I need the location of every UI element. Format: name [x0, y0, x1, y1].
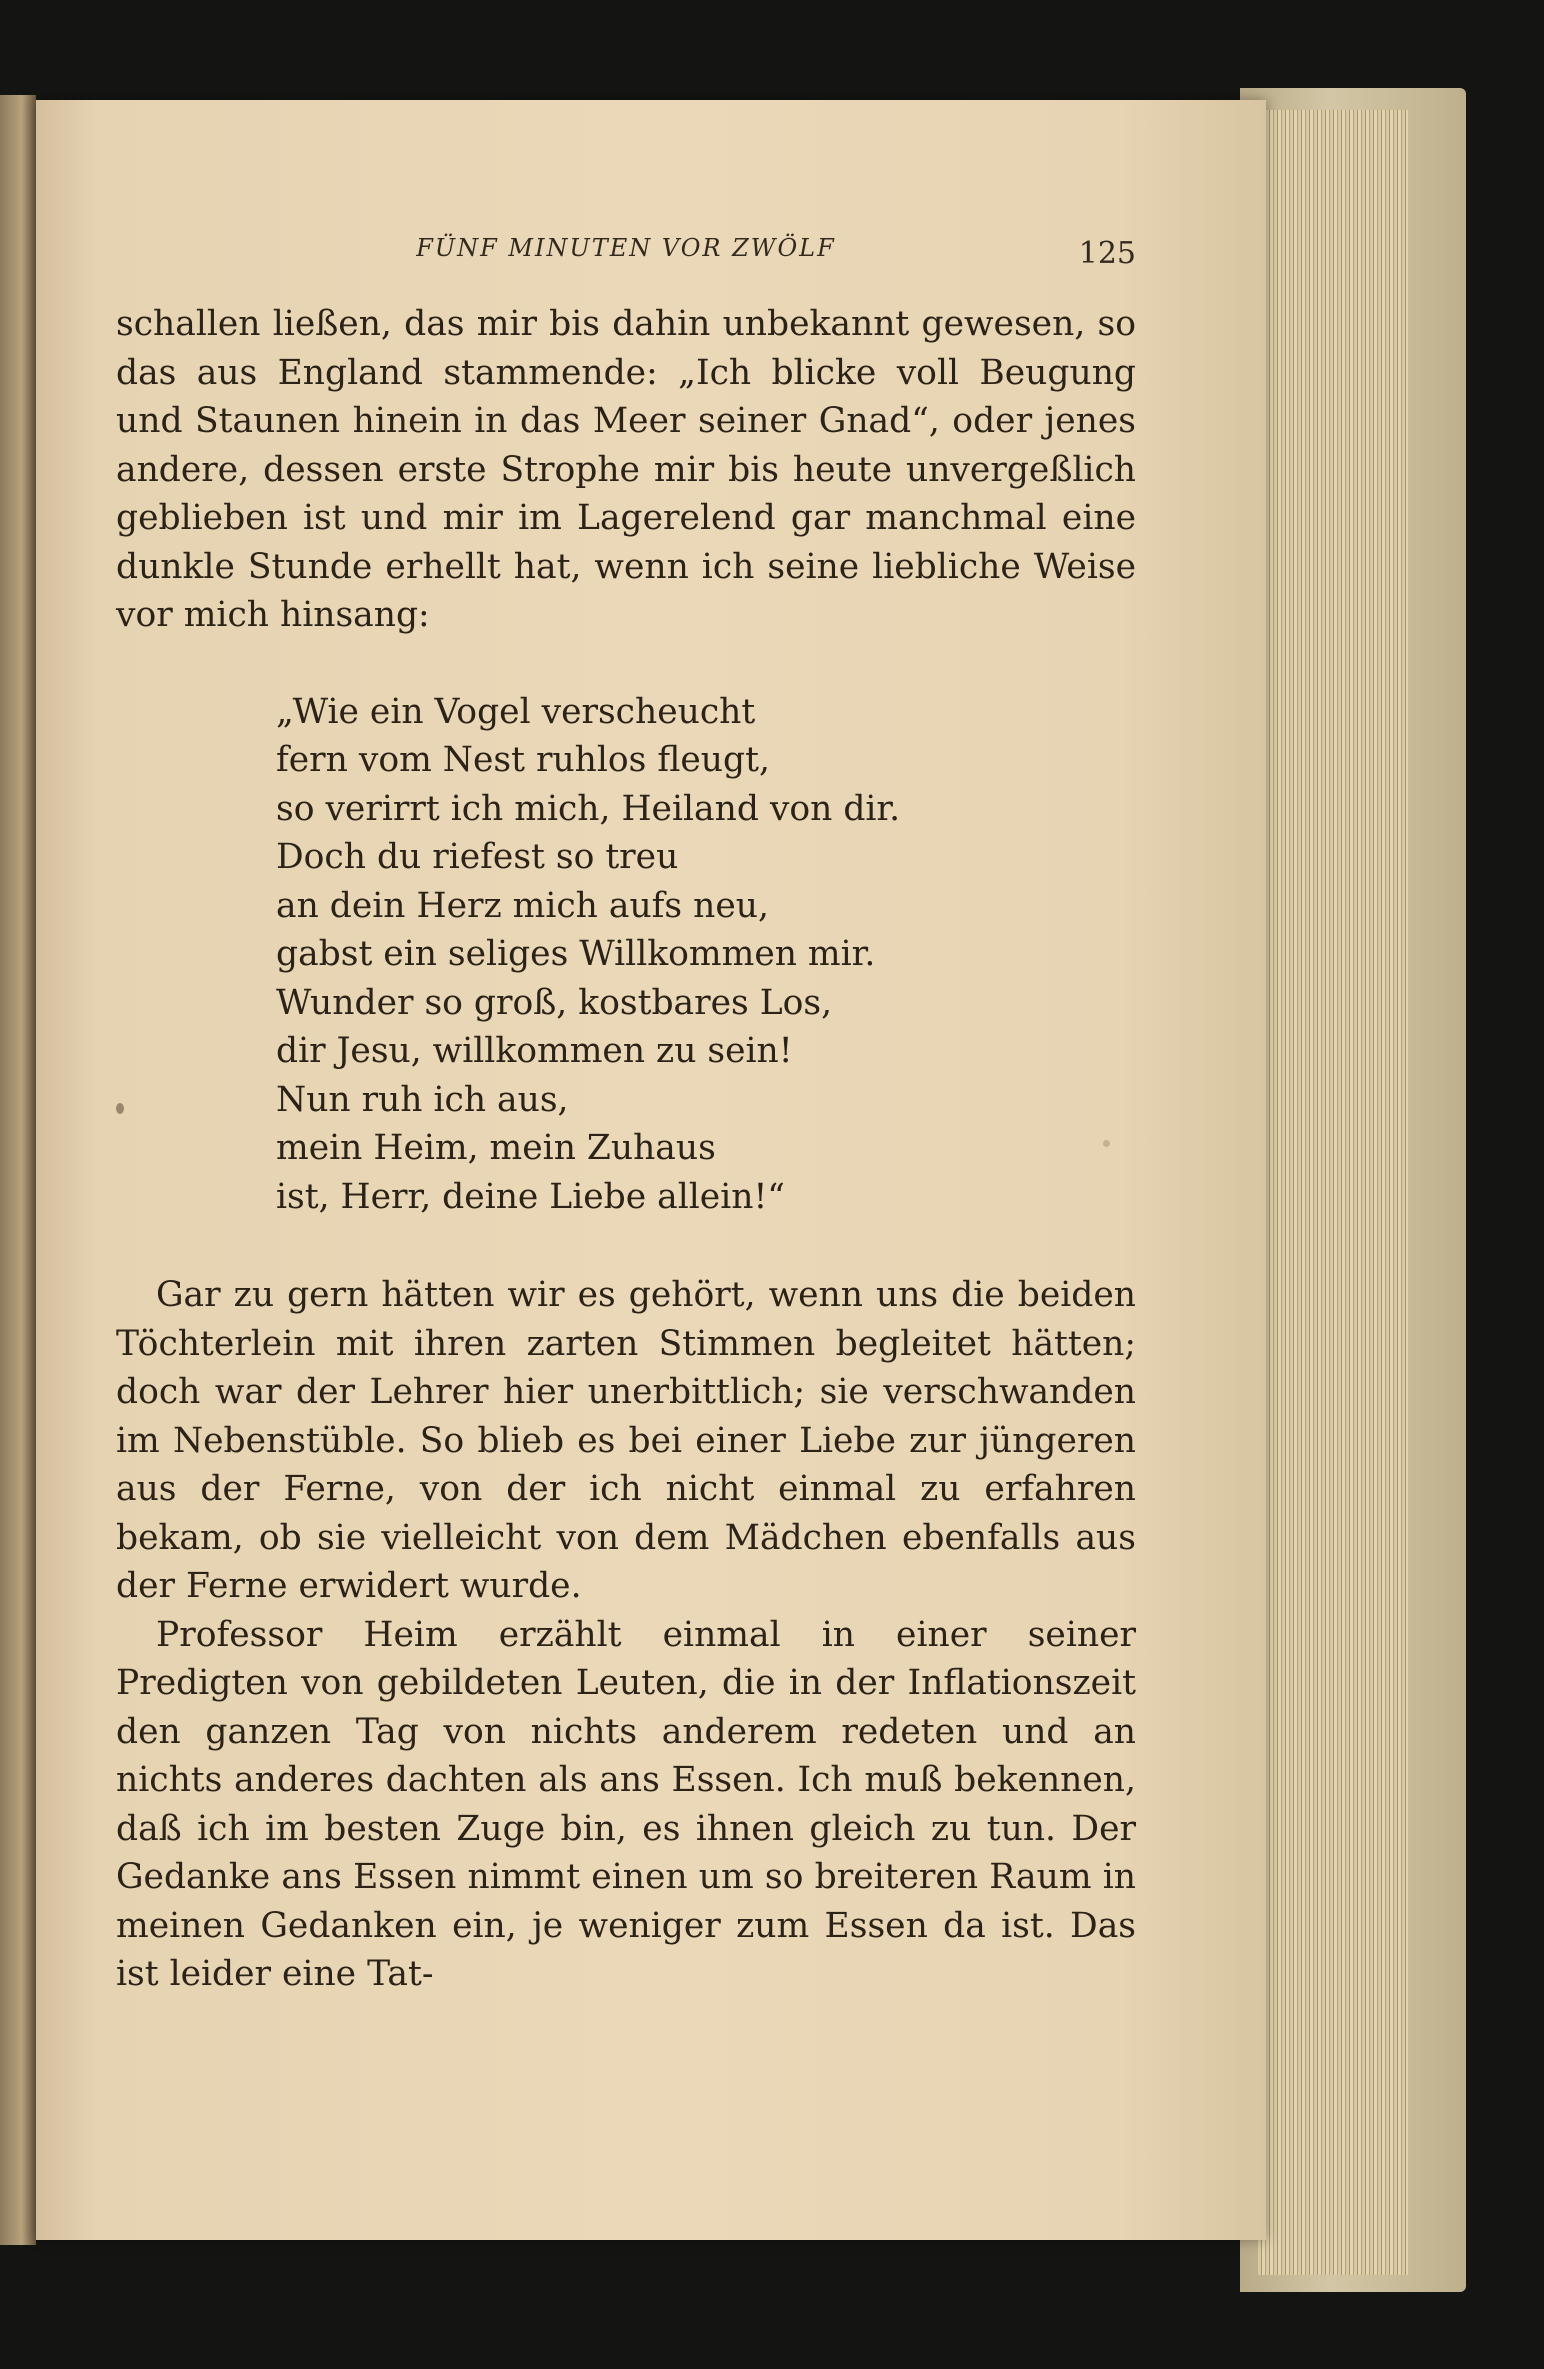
page-header [116, 232, 1136, 292]
poem-line: Wunder so groß, kostbares Los, [276, 982, 833, 1023]
poem-line: an dein Herz mich aufs neu, [276, 885, 769, 926]
page-number: 125 [1078, 236, 1136, 271]
hymn-verse [276, 688, 1136, 1222]
paragraph-1: schallen ließen, das mir bis dahin unbekannt gewesen, so das aus England stammende: „Ich blicke voll Beugung und Staunen hinein in das Meer seiner Gnad“, oder jenes andere, dessen erste Strophe mir bis heute unvergeßlich geblieben ist und mir im Lagerelend gar manchmal eine dunkle Stunde erhellt hat, wenn ich seine liebliche Weise vor mich hinsang: [116, 304, 1136, 635]
poem-line: dir Jesu, willkommen zu sein! [276, 1031, 793, 1071]
page-content [116, 232, 1136, 1999]
poem-line: gabst ein seliges Willkommen mir. [276, 934, 876, 974]
page-edges [1258, 110, 1408, 2275]
paragraph-3: Professor Heim erzählt einmal in einer seiner Predigten von gebildeten Leuten, die in der Inflationszeit den ganzen Tag von nichts anderem redeten und an nichts anderes dachten als ans Essen. Ich muß bekennen, daß ich im besten Zuge bin, es ihnen gleich zu tun. Der Gedanke ans Essen nimmt einen um so breiteren Raum in meinen Gedanken ein, je weniger zum Essen da ist. Das ist leider eine Tat- [116, 1614, 1136, 1994]
book-page [36, 100, 1266, 2240]
poem-line: Doch du riefest so treu [276, 837, 679, 877]
poem-line: so verirrt ich mich, Heiland von dir. [276, 788, 901, 829]
paragraph-2: Gar zu gern hätten wir es gehört, wenn uns die beiden Töchterlein mit ihren zarten Stimmen begleitet hätten; doch war der Lehrer hier unerbittlich; sie verschwanden im Nebenstüble. So blieb es bei einer Liebe zur jüngeren aus der Ferne, von der ich nicht einmal zu erfahren bekam, ob sie vielleicht von dem Mädchen ebenfalls aus der Ferne erwidert wurde. [116, 1275, 1136, 1606]
poem-line: mein Heim, mein Zuhaus [276, 1128, 716, 1168]
poem-line: Nun ruh ich aus, [276, 1079, 569, 1120]
running-title: FÜNF MINUTEN VOR ZWÖLF [416, 234, 836, 262]
poem-line: fern vom Nest ruhlos fleugt, [276, 740, 770, 780]
poem-line: „Wie ein Vogel verscheucht [276, 691, 756, 732]
previous-page-edge [0, 95, 36, 2245]
poem-line: ist, Herr, deine Liebe allein!“ [276, 1176, 785, 1217]
